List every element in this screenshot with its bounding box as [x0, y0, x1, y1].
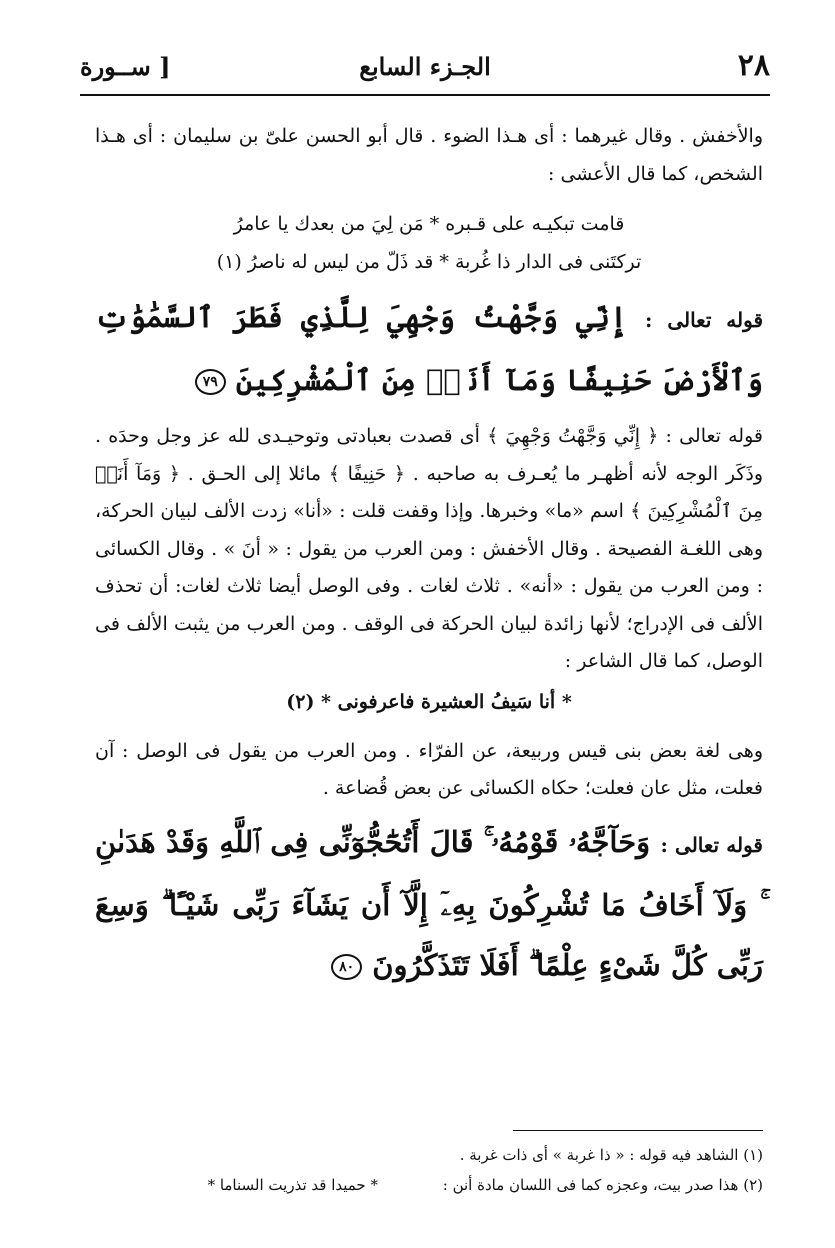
footnote-rule [513, 1130, 763, 1131]
verse-intro: قوله تعالى : [660, 832, 763, 857]
footnote-2-text: (٢) هذا صدر بيت، وعجزه كما فى اللسان مادة أنن : [442, 1176, 763, 1194]
quran-verse-80 [95, 812, 763, 995]
surah-label: [ ســورة [80, 52, 171, 81]
ayah-number-marker: ٨٠ [331, 954, 362, 980]
footnote-1: (١) الشاهد فيه قوله : « ذا غربة » أى ذات غربة . [459, 1146, 763, 1164]
poem-line-1-left: مَن لِيَ من بعدك يا عامرُ [233, 213, 424, 235]
part-title: الجـزء السابع [359, 52, 491, 81]
poem-line-2-right: تركتَنى فى الدار ذا غُربة [454, 251, 642, 273]
poem-line-2 [95, 243, 763, 281]
header-rule [80, 94, 770, 96]
poem-line-1 [95, 205, 763, 243]
poem-separator: * [429, 213, 440, 235]
verse-text: إِنِّي وَجَّهْتُ وَجْهِيَ لِلَّذِي فَطَرَ ٱلسَّمَٰوَٰتِ وَٱلْأَرْضَ حَنِيفًا وَمَآ أَنَا۠ مِنَ ٱلْمُشْرِكِينَ [95, 300, 763, 397]
ayah-number-marker: ٧٩ [195, 369, 226, 395]
verse-text: وَحَآجَّهُۥ قَوْمُهُۥ ۚ قَالَ أَتُحَٰٓجُّوٓنِّى فِى ٱللَّهِ وَقَدْ هَدَىٰنِ ۚ وَلَآ أَخَافُ مَا تُشْرِكُونَ بِهِۦٓ إِلَّآ أَن يَشَآءَ رَبِّى شَيْـًٔا ۗ وَسِعَ رَبِّى كُلَّ شَىْءٍ عِلْمًا ۗ أَفَلَا تَتَذَكَّرُونَ [95, 824, 763, 982]
page-number: ٢٨ [737, 48, 770, 83]
paragraph-1: والأخفش . وقال غيرهما : أى هـذا الضوء . قال أبو الحسن علىّ بن سليمان : أى هـذا الشخص، كما قال الأعشى : [95, 125, 763, 185]
footnote-2 [95, 1170, 763, 1200]
verse-intro: قوله تعالى : [645, 308, 763, 332]
page-header [80, 48, 770, 96]
footnote-2-verse: * حميدا قد تذريت السناما * [207, 1176, 378, 1194]
poem-line-1-right: قامت تبكيـه على قـبره [445, 213, 625, 235]
poem-line-2-left: قد ذَلّ من ليس له ناصرُ (١) [216, 251, 434, 273]
poem-separator: * [439, 251, 449, 273]
paragraph-2: قوله تعالى : ﴿ إِنِّي وَجَّهْتُ وَجْهِيَ ﴾ أى قصدت بعبادتى وتوحيـدى لله عز وجل وحدَه . وذَكَر الوجه لأنه أظهـر ما يُعـرف به صاحبه . ﴿ حَنِيفًا ﴾ مائلا إلى الحـق . ﴿ وَمَآ أَنَا۠ مِنَ ٱلْمُشْرِكِينَ ﴾ اسم «ما» وخبرها. وإذا وقفت قلت : «أنا» زدت الألف لبيان الحركة، وهى اللغـة الفصيحة . وقال الأخفش : ومن العرب من يقول : « أنَ » . وقال الكسائى : ومن العرب من يقول : «أنه» . ثلاث لغات . وفى الوصل أيضا ثلاث لغات: أن تحذف الألف فى الإدراج؛ لأنها زائدة لبيان الحركة فى الوقف . ومن العرب من يثبت الألف فى الوصل، كما قال الشاعر : [95, 425, 763, 672]
poem-2: * أنا سَيفُ العشيرة فاعرفونى * (٢) [286, 690, 572, 713]
page-body [95, 118, 763, 1003]
footnotes [95, 1140, 763, 1200]
paragraph-3: وهى لغة بعض بنى قيس وربيعة، عن الفرّاء . ومن العرب من يقول فى الوصل : آن فعلت، مثل عان فعلت؛ حكاه الكسائى عن بعض قُضاعة . [95, 739, 763, 799]
quran-verse-79 [95, 287, 763, 410]
poem-1 [95, 205, 763, 281]
